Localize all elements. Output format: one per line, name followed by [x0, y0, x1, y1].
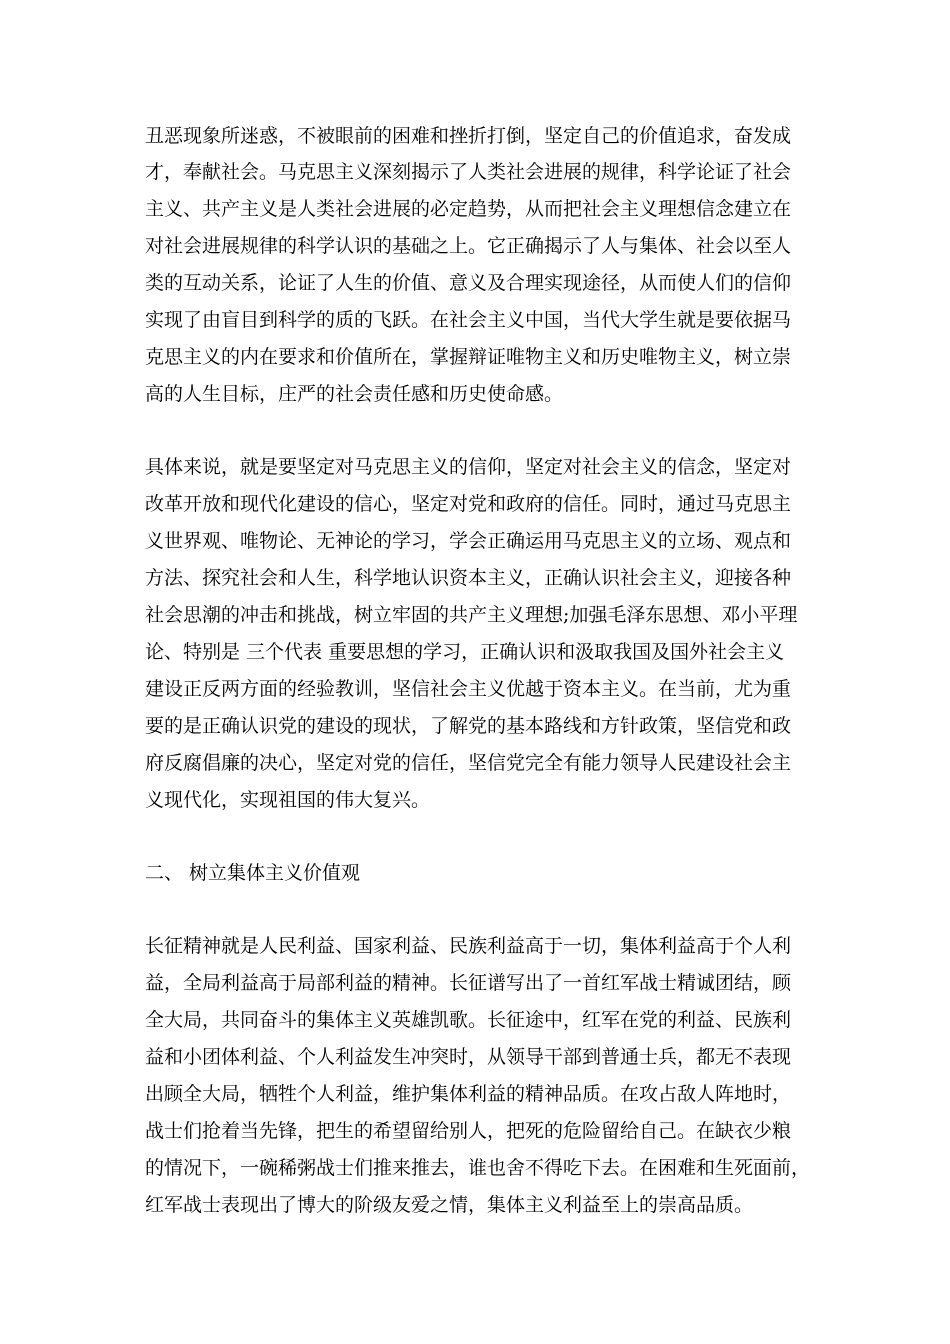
- paragraph-1-line-3: 主义、共产主义是人类社会进展的必定趋势，从而把社会主义理想信念建立在: [145, 198, 792, 220]
- paragraph-2-line-3: 义世界观、唯物论、无神论的学习，学会正确运用马克思主义的立场、观点和: [145, 530, 792, 552]
- paragraph-1-line-1: 丑恶现象所迷惑，不被眼前的困难和挫折打倒，坚定自己的价值追求，奋发成: [145, 125, 792, 147]
- paragraph-1-line-5: 类的互动关系，论证了人生的价值、意义及合理实现途径，从而使人们的信仰: [145, 272, 792, 294]
- paragraph-1-line-8: 高的人生目标，庄严的社会责任感和历史使命感。: [145, 383, 564, 405]
- paragraph-2-line-1: 具体来说，就是要坚定对马克思主义的信仰，坚定对社会主义的信念，坚定对: [145, 456, 792, 478]
- paragraph-1-line-4: 对社会进展规律的科学认识的基础之上。它正确揭示了人与集体、社会以至人: [145, 235, 792, 257]
- paragraph-1-line-7: 克思主义的内在要求和价值所在，掌握辩证唯物主义和历史唯物主义，树立崇: [145, 346, 792, 368]
- paragraph-4-line-6: 战士们抢着当先锋，把生的希望留给别人，把死的危险留给自己。在缺衣少粮: [145, 1120, 792, 1142]
- paragraph-2-line-10: 义现代化，实现祖国的伟大复兴。: [145, 789, 431, 811]
- paragraph-4-line-4: 益和小团体利益、个人利益发生冲突时，从领导干部到普通士兵，都无不表现: [145, 1046, 792, 1068]
- paragraph-2-line-7: 建设正反两方面的经验教训，坚信社会主义优越于资本主义。在当前，尤为重: [145, 678, 792, 700]
- paragraph-1-line-2: 才，奉献社会。马克思主义深刻揭示了人类社会进展的规律，科学论证了社会: [145, 161, 792, 183]
- paragraph-4-line-3: 全大局，共同奋斗的集体主义英雄凯歌。长征途中，红军在党的利益、民族利: [145, 1009, 792, 1031]
- paragraph-4-line-1: 长征精神就是人民利益、国家利益、民族利益高于一切，集体利益高于个人利: [145, 935, 792, 957]
- paragraph-2-line-2: 改革开放和现代化建设的信心，坚定对党和政府的信任。同时，通过马克思主: [145, 493, 792, 515]
- paragraph-2-line-5: 社会思潮的冲击和挑战，树立牢固的共产主义理想;加强毛泽东思想、邓小平理: [145, 604, 798, 626]
- paragraph-2-line-4: 方法、探究社会和人生，科学地认识资本主义，正确认识社会主义，迎接各种: [145, 567, 792, 589]
- paragraph-2-line-6: 论、特别是 三个代表 重要思想的学习，正确认识和汲取我国及国外社会主义: [145, 641, 785, 663]
- section-heading: 二、 树立集体主义价值观: [145, 862, 361, 884]
- paragraph-4-line-2: 益，全局利益高于局部利益的精神。长征谱写出了一首红军战士精诚团结，顾: [145, 972, 792, 994]
- paragraph-4-line-8: 红军战士表现出了博大的阶级友爱之情，集体主义利益至上的崇高品质。: [145, 1194, 754, 1216]
- paragraph-1-line-6: 实现了由盲目到科学的质的飞跃。在社会主义中国，当代大学生就是要依据马: [145, 309, 792, 331]
- paragraph-2-line-8: 要的是正确认识党的建设的现状，了解党的基本路线和方针政策，坚信党和政: [145, 715, 792, 737]
- paragraph-4-line-7: 的情况下，一碗稀粥战士们推来推去，谁也舍不得吃下去。在困难和生死面前，: [145, 1157, 811, 1179]
- paragraph-4-line-5: 出顾全大局，牺牲个人利益，维护集体利益的精神品质。在攻占敌人阵地时，: [145, 1083, 792, 1105]
- paragraph-2-line-9: 府反腐倡廉的决心，坚定对党的信任，坚信党完全有能力领导人民建设社会主: [145, 752, 792, 774]
